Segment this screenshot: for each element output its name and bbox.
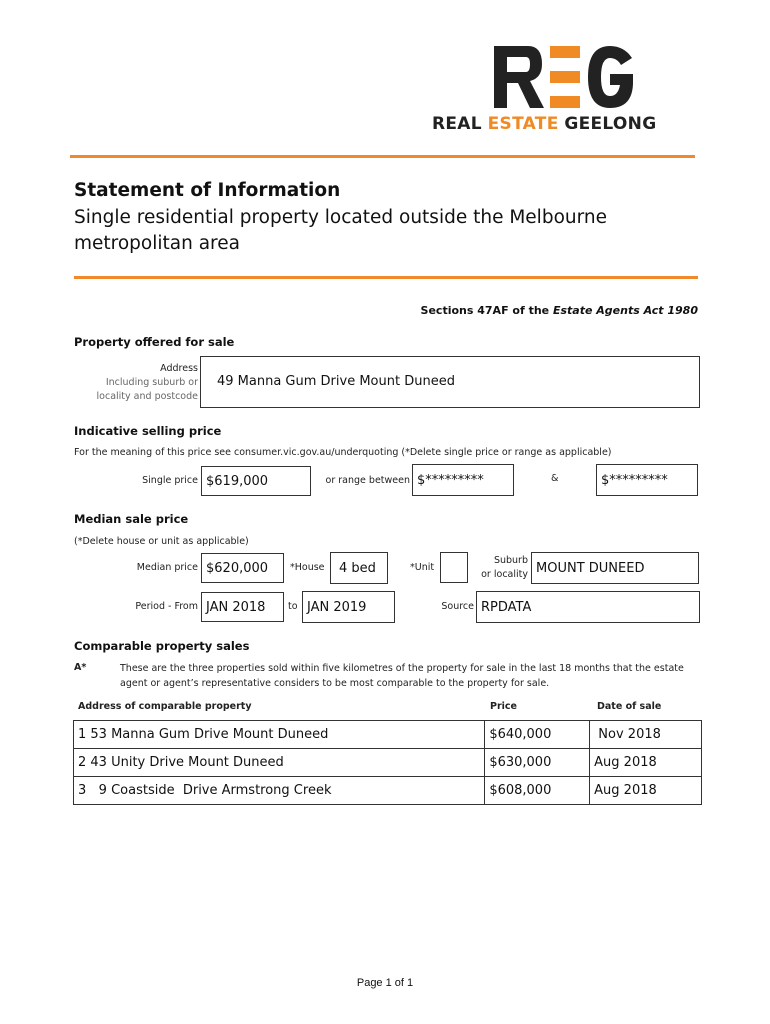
unit-value bbox=[441, 553, 467, 582]
comparable-address-cell[interactable]: 1 53 Manna Gum Drive Mount Duneed bbox=[74, 721, 485, 749]
col-header-address: Address of comparable property bbox=[78, 701, 252, 712]
indicative-price-note: For the meaning of this price see consumer.vic.gov.au/underquoting (*Delete single price or range as applicable) bbox=[74, 447, 612, 458]
title-divider bbox=[74, 276, 698, 279]
suburb-field[interactable] bbox=[531, 552, 699, 584]
address-value: 49 Manna Gum Drive Mount Duneed bbox=[217, 374, 455, 389]
median-price-label: Median price bbox=[136, 562, 198, 573]
sections-prefix: Sections 47AF of the bbox=[420, 304, 550, 317]
suburb-label: Suburb bbox=[493, 555, 528, 566]
suburb-label-locality: or locality bbox=[481, 569, 528, 580]
suburb-value: MOUNT DUNEED bbox=[536, 561, 645, 576]
comparable-address-cell[interactable]: 2 43 Unity Drive Mount Duneed bbox=[74, 749, 485, 777]
source-field[interactable] bbox=[476, 591, 700, 623]
comparable-price-cell[interactable]: $640,000 bbox=[485, 721, 590, 749]
logo-word-geelong: GEELONG bbox=[564, 114, 657, 134]
range-low-value: $********* bbox=[417, 472, 484, 488]
address-field[interactable] bbox=[200, 356, 700, 408]
comparable-price-cell[interactable]: $630,000 bbox=[485, 749, 590, 777]
range-and-label: & bbox=[551, 473, 559, 484]
house-field[interactable] bbox=[330, 552, 388, 584]
comparable-date-cell[interactable]: Aug 2018 bbox=[590, 777, 702, 805]
logo-word-real: REAL bbox=[432, 114, 482, 134]
logo-wordmark bbox=[432, 114, 656, 134]
period-to-label: to bbox=[288, 601, 298, 612]
page-subtitle: Single residential property located outside the Melbourne metropolitan area bbox=[74, 207, 607, 254]
comparable-sales-table bbox=[73, 720, 702, 805]
table-row bbox=[74, 749, 702, 777]
single-price-field[interactable] bbox=[201, 466, 311, 496]
median-price-field[interactable] bbox=[201, 553, 284, 583]
indicative-price-heading: Indicative selling price bbox=[74, 424, 222, 438]
col-header-price: Price bbox=[490, 701, 517, 712]
comparable-date-cell[interactable]: Aug 2018 bbox=[590, 749, 702, 777]
house-label: *House bbox=[290, 562, 325, 573]
page-number: Page 1 of 1 bbox=[356, 977, 414, 989]
period-to-value: JAN 2019 bbox=[307, 599, 367, 615]
range-high-value: $********* bbox=[601, 472, 668, 488]
range-label: or range between bbox=[325, 475, 410, 486]
range-low-field[interactable] bbox=[412, 464, 514, 496]
comparable-price-cell[interactable]: $608,000 bbox=[485, 777, 590, 805]
house-value: 4 bed bbox=[339, 560, 376, 576]
unit-label: *Unit bbox=[410, 562, 435, 573]
property-offered-heading: Property offered for sale bbox=[74, 335, 235, 349]
source-value: RPDATA bbox=[481, 599, 532, 615]
address-label: Address bbox=[160, 363, 198, 374]
comparable-address-cell[interactable]: 3 9 Coastside Drive Armstrong Creek bbox=[74, 777, 485, 805]
single-price-label: Single price bbox=[142, 475, 198, 486]
table-row bbox=[74, 721, 702, 749]
table-row bbox=[74, 777, 702, 805]
header-divider bbox=[70, 155, 695, 158]
address-label-suburb: Including suburb or bbox=[105, 377, 198, 388]
period-from-value: JAN 2018 bbox=[206, 599, 266, 615]
act-name: Estate Agents Act 1980 bbox=[552, 304, 698, 317]
col-header-date: Date of sale bbox=[597, 701, 662, 712]
period-from-field[interactable] bbox=[201, 592, 284, 622]
period-to-field[interactable] bbox=[302, 591, 395, 623]
logo-word-estate: ESTATE bbox=[487, 114, 559, 134]
median-price-heading: Median sale price bbox=[74, 512, 189, 526]
comparable-description: These are the three properties sold within five kilometres of the property for sale in the last 18 months that the estate agent or agent’s representative considers to be most comparable to the property for sale. bbox=[120, 663, 684, 689]
range-high-field[interactable] bbox=[596, 464, 698, 496]
logo-mark bbox=[492, 44, 637, 110]
median-price-value: $620,000 bbox=[206, 560, 269, 576]
period-from-label: Period - From bbox=[135, 601, 198, 612]
comparable-sales-heading: Comparable property sales bbox=[74, 639, 250, 653]
address-label-postcode: locality and postcode bbox=[96, 391, 198, 402]
median-price-note: (*Delete house or unit as applicable) bbox=[74, 536, 249, 547]
comparable-a-label: A* bbox=[74, 662, 87, 673]
legislation-reference bbox=[420, 304, 698, 317]
single-price-value: $619,000 bbox=[206, 473, 269, 489]
unit-field[interactable] bbox=[440, 552, 468, 583]
page-title: Statement of Information bbox=[74, 180, 341, 201]
source-label: Source bbox=[441, 601, 474, 612]
comparable-date-cell[interactable]: Nov 2018 bbox=[590, 721, 702, 749]
